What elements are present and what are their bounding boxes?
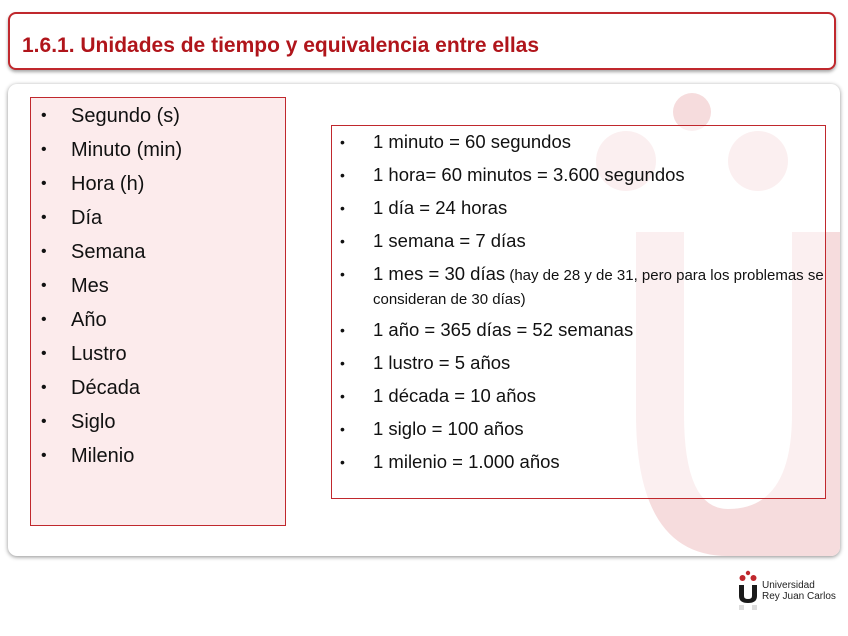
list-item: • Año (41, 308, 182, 342)
list-item: • 1 día = 24 horas (338, 197, 825, 230)
list-item: • Siglo (41, 410, 182, 444)
list-item: • 1 año = 365 días = 52 semanas (338, 319, 825, 352)
list-item: • Segundo (s) (41, 104, 182, 138)
list-item (338, 263, 825, 319)
logo-text (762, 580, 836, 602)
urjc-logo-icon (736, 570, 760, 610)
content-panel (8, 84, 840, 556)
list-item: • Década (41, 376, 182, 410)
mes-note: (hay de 28 y de 31, pero para los problemas se consideran de 30 días) (373, 267, 824, 308)
list-item: • Milenio (41, 444, 182, 478)
units-box (30, 97, 286, 526)
slide-title-box (8, 12, 836, 70)
list-item: • 1 hora= 60 minutos = 3.600 segundos (338, 164, 825, 197)
units-list (41, 104, 182, 478)
slide-title: 1.6.1. Unidades de tiempo y equivalencia entre ellas (22, 34, 540, 57)
list-item: • 1 lustro = 5 años (338, 352, 825, 385)
equivalences-list (338, 131, 825, 484)
mes-equivalence: 1 mes = 30 días (373, 263, 506, 284)
list-item: • 1 década = 10 años (338, 385, 825, 418)
list-item: • Semana (41, 240, 182, 274)
list-item: • 1 milenio = 1.000 años (338, 451, 825, 484)
list-item: • Mes (41, 274, 182, 308)
logo-line-1: Universidad (762, 580, 815, 591)
list-item: • Minuto (min) (41, 138, 182, 172)
equivalences-box (331, 125, 826, 499)
list-item: • 1 siglo = 100 años (338, 418, 825, 451)
list-item: • Lustro (41, 342, 182, 376)
list-item: • Día (41, 206, 182, 240)
list-item: • Hora (h) (41, 172, 182, 206)
list-item: • 1 semana = 7 días (338, 230, 825, 263)
logo-line-2: Rey Juan Carlos (762, 591, 836, 602)
list-item: • 1 minuto = 60 segundos (338, 131, 825, 164)
